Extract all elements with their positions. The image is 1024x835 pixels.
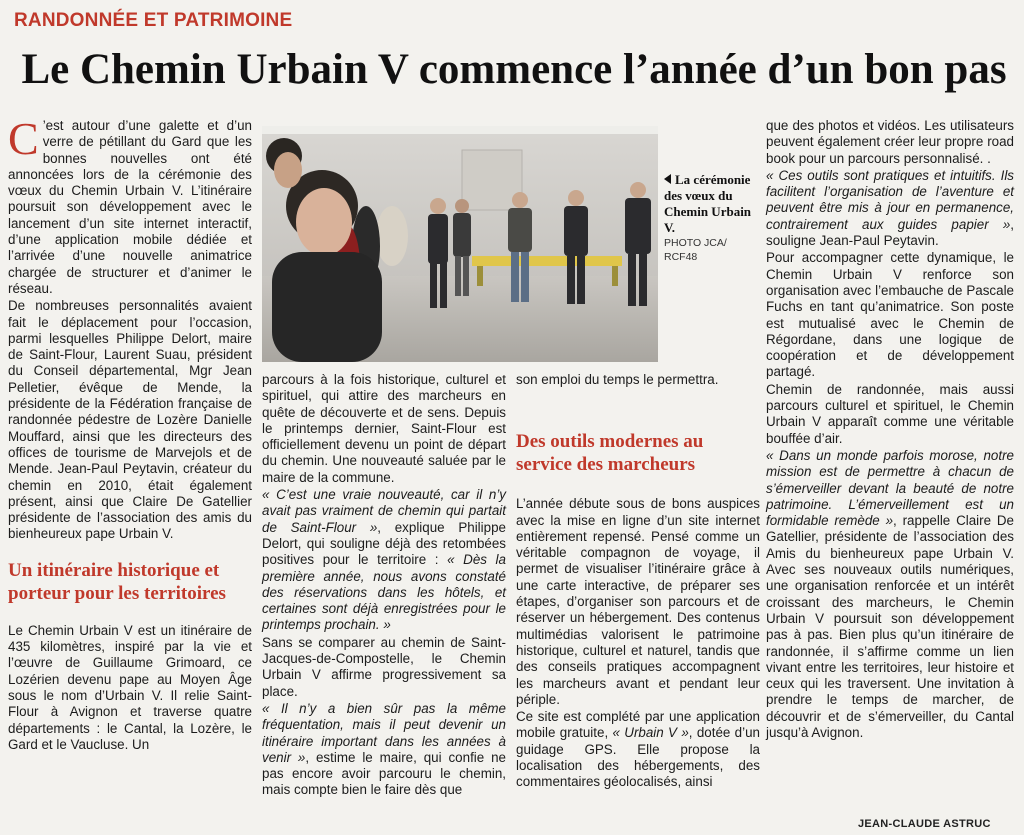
- section-rubric: RANDONNÉE ET PATRIMOINE: [14, 10, 293, 31]
- photo-credit: PHOTO JCA/ RCF48: [664, 237, 727, 263]
- paragraph: son emploi du temps le permettra.: [516, 372, 719, 387]
- photo-caption: [664, 172, 760, 264]
- intro-paragraph: C ’est autour d’une galette et d’un verre de pétillant du Gard que les bonnes nouvelles ont été annoncées lors de la cérémonie des vœux du Chemin Urbain V. L’itinéraire poursuit son développement avec le lancement d’un site internet interactif, d’une application mobile dédiée et l’arrivée d’une nouvelle animatrice chargée de structurer et d’animer le réseau.: [8, 113, 252, 296]
- column-3: [516, 372, 760, 792]
- caption-text: La cérémonie des vœux du Chemin Urbain V.: [664, 172, 752, 235]
- ceremony-photo: [262, 126, 658, 362]
- paragraph: que des photos et vidéos. Les utilisateurs peuvent également créer leur propre road book pour un parcours personnalisé. .: [766, 118, 1014, 166]
- column-2: [262, 372, 506, 800]
- paragraph: parcours à la fois historique, culturel et spirituel, qui attire des marcheurs en quête de découverte et de sens. Depuis le printemps dernier, Saint-Flour est officiellement devenu un point de départ du chemin. Une nouveauté saluée par le maire de la commune.: [262, 372, 506, 485]
- paragraph: L’année débute sous de bons auspices avec la mise en ligne d’un site internet entièrement repensé. Pensé comme un véritable compagnon de voyage, il permet de visualiser l’itinéraire grâce à une carte interactive, de préparer ses étapes, d’organiser son parcours et de réserver un hébergement. Des contenus multimédias valorisent le patrimoine historique, culturel et naturel, tandis que des conseils pratiques accompagnent les marcheurs avant et pendant leur périple.: [516, 496, 760, 707]
- paragraph: « Ces outils sont pratiques et intuitifs. Ils facilitent l’organisation de l’aventure et peuvent être mis à jour en permanence, contrairement aux guides papier », souligne Jean-Paul Peytavin.: [766, 167, 1014, 249]
- quote: « Ces outils sont pratiques et intuitifs. Ils facilitent l’organisation de l’aventure et peuvent être mis à jour en permanence, contrairement aux guides papier »: [766, 167, 1014, 232]
- headline: Le Chemin Urbain V commence l’année d’un bon pas: [21, 46, 1007, 93]
- paragraph: Ce site est complété par une application mobile gratuite, « Urbain V », dotée d’un guidage GPS. Elle propose la localisation des hébergements, des commentaires géolocalisés, ainsi: [516, 709, 760, 790]
- subheading-itineraire: Un itinéraire historique et porteur pour les territoires: [8, 559, 226, 604]
- quote: « Dans un monde parfois morose, notre mission est de permettre à chacun de s’émerveiller devant la beauté de notre patrimoine. L’émerveillement est un formidable remède »: [766, 447, 1014, 529]
- caption-arrow-icon: [664, 174, 671, 184]
- author-byline: JEAN-CLAUDE ASTRUC: [858, 818, 991, 830]
- paragraph: Le Chemin Urbain V est un itinéraire de 435 kilomètres, inspiré par la vie et l’œuvre de Guillaume Grimoard, ce Lozérien devenu pape au Moyen Âge sous le nom d’Urbain V. Il relie Saint-Flour à Avignon et traverse quatre départements : le Cantal, la Lozère, le Gard et le Vaucluse. Un: [8, 622, 252, 752]
- paragraph: De nombreuses personnalités avaient fait le déplacement pour l’occasion, parmi lesquelles Philippe Delort, maire de Saint-Flour, Laurent Suau, président du Conseil départemental, Mgr Jean Pelletier, évêque de Mende, la présidente de la Fédération française de randonnée pédestre de Lozère Danielle Mouffard, ainsi que les directeurs des offices de tourisme de Marvejols et de Mende. Jean-Paul Peytavin, créateur du chemin en 2010, était également présent, ainsi que Claire De Gatellier présidente de l’association des amis du bienheureux pape Urbain V.: [8, 298, 252, 542]
- paragraph: Pour accompagner cette dynamique, le Chemin Urbain V renforce son organisation avec l’embauche de Pascale Fuchs en tant qu’animatrice. Son poste est mutualisé avec le Chemin de Régordane, dans une logique de coopération et de développement partagé.: [766, 250, 1014, 380]
- quote: « Dès la première année, nous avons constaté des réservations dans les hôtels, et certaines sont déjà enregistrées pour le printemps prochain. »: [262, 552, 506, 633]
- quote: « Il n’y a bien sûr pas la même fréquentation, mais il peut devenir un itinéraire important dans les années à venir »: [262, 700, 506, 765]
- subheading-outils: Des outils modernes au service des marcheurs: [516, 431, 704, 476]
- paragraph: Sans se comparer au chemin de Saint-Jacques-de-Compostelle, le Chemin Urbain V affirme progressivement sa place.: [262, 634, 506, 699]
- column-1: [8, 113, 252, 754]
- drop-cap: C: [8, 113, 39, 164]
- paragraph: « C’est une vraie nouveauté, car il n’y avait pas vraiment de chemin qui partait de Saint-Flour », explique Philippe Delort, qui souligne déjà des retombées positives pour le territoire : « Dès la première année, nous avons constaté des réservations dans les hôtels, et certaines sont déjà enregistrées pour le printemps prochain. »: [262, 487, 506, 633]
- paragraph: « Dans un monde parfois morose, notre mission est de permettre à chacun de s’émerveiller devant la beauté de notre patrimoine. L’émerveillement est un formidable remède », rappelle Claire De Gatellier, présidente de l’association des Amis du bienheureux pape Urbain V. Avec ses nouveaux outils numériques, une organisation renforcée et un intérêt croissant des marcheurs, le Chemin Urbain V poursuit son développement pas à pas. Bien plus qu’un itinéraire de randonnée, il s’affirme comme un lien vivant entre les territoires, leur histoire et ceux qui les traversent. Une invitation à prendre le temps de marcher, de découvrir et de s’émerveiller, du Cantal jusqu’à Avignon.: [766, 447, 1015, 740]
- adjacent-article-ghost: [290, 0, 590, 24]
- quote: « C’est une vraie nouveauté, car il n’y avait pas vraiment de chemin qui partait de Saint-Flour »: [262, 487, 506, 535]
- quote: « Urbain V »: [612, 725, 689, 741]
- paragraph: « Il n’y a bien sûr pas la même fréquentation, mais il peut devenir un itinéraire important dans les années à venir », estime le maire, qui confie ne pas encore avoir parcouru le chemin, mais compte bien le faire dès que: [262, 700, 506, 798]
- paragraph: Chemin de randonnée, mais aussi parcours culturel et spirituel, le Chemin Urbain V apparaît comme une véritable bouffée d’air.: [766, 381, 1014, 446]
- column-4: [766, 118, 1014, 742]
